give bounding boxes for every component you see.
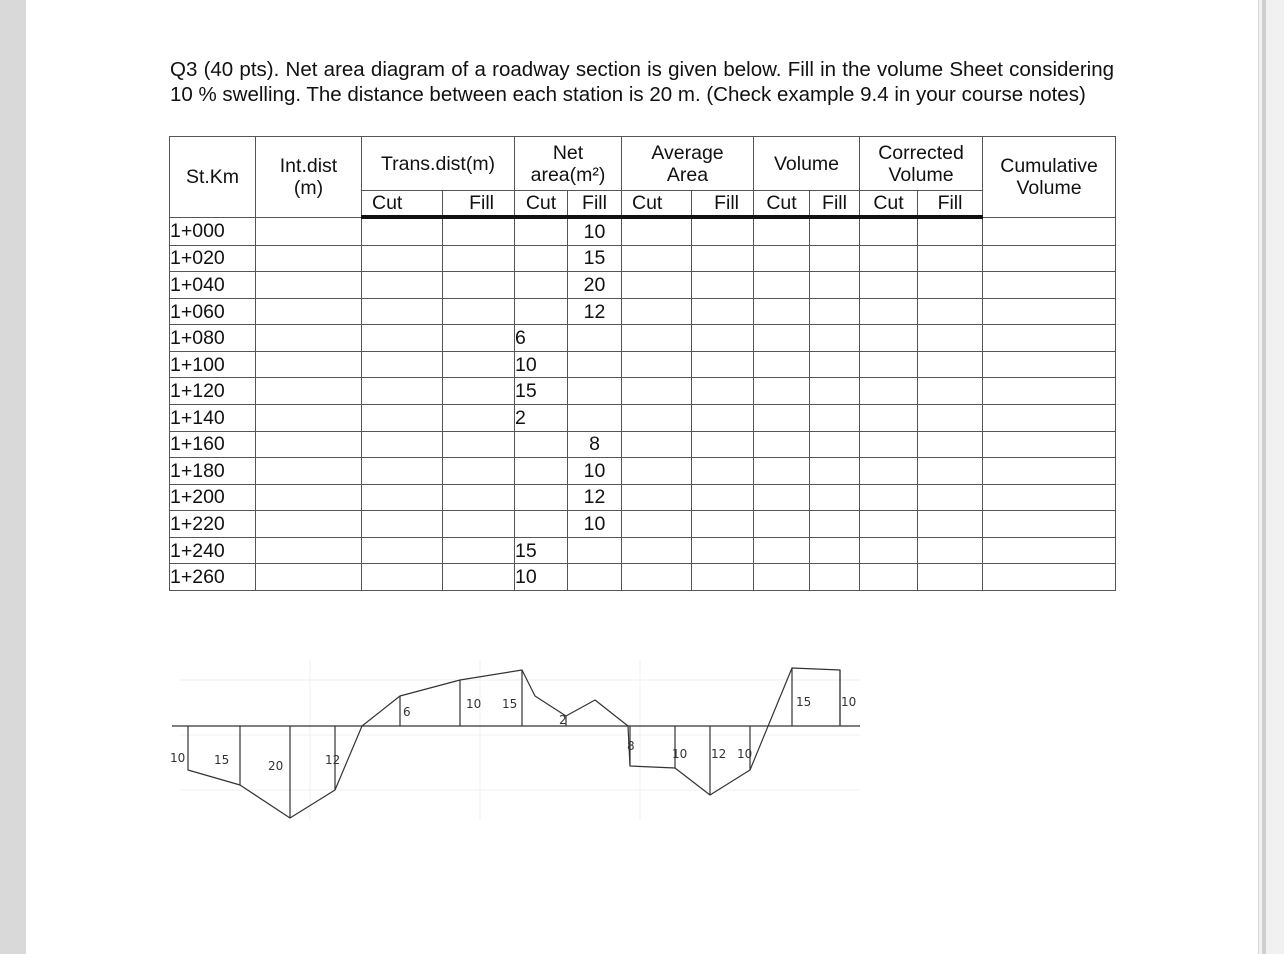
cumulative-cell[interactable] bbox=[983, 537, 1116, 564]
corr-fill-cell[interactable] bbox=[918, 298, 983, 325]
station-cell[interactable]: 1+040 bbox=[170, 272, 256, 299]
station-cell[interactable]: 1+020 bbox=[170, 245, 256, 272]
net-cut-cell[interactable]: 2 bbox=[515, 405, 568, 432]
corr-cut-cell[interactable] bbox=[860, 511, 918, 538]
corr-fill-cell[interactable] bbox=[918, 245, 983, 272]
net-cut-cell[interactable]: 6 bbox=[515, 325, 568, 352]
label-cut-4: 2 bbox=[559, 713, 567, 727]
station-cell[interactable]: 1+240 bbox=[170, 537, 256, 564]
corr-cut-cell[interactable] bbox=[860, 431, 918, 458]
table-row bbox=[170, 245, 1116, 272]
header-cumulative-volume: Cumulative Volume bbox=[983, 137, 1116, 218]
avg-cut-cell[interactable] bbox=[622, 431, 692, 458]
label-cut-2: 10 bbox=[466, 697, 482, 711]
cumulative-cell[interactable] bbox=[983, 272, 1116, 299]
net-fill-cell[interactable]: 15 bbox=[568, 245, 622, 272]
vol-cut-cell[interactable] bbox=[754, 298, 810, 325]
net-cut-cell[interactable]: 15 bbox=[515, 537, 568, 564]
header-trans-dist: Trans.dist(m) bbox=[362, 137, 515, 191]
vol-fill-cell[interactable] bbox=[810, 431, 860, 458]
int-dist-cell[interactable] bbox=[256, 458, 362, 485]
table-body bbox=[170, 217, 1116, 591]
table-row bbox=[170, 325, 1116, 352]
trans-cut-cell[interactable] bbox=[362, 217, 443, 245]
label-cut-5: 15 bbox=[796, 695, 812, 709]
trans-fill-cell[interactable] bbox=[443, 272, 515, 299]
vol-fill-cell[interactable] bbox=[810, 245, 860, 272]
vol-fill-cell[interactable] bbox=[810, 537, 860, 564]
cumulative-cell[interactable] bbox=[983, 431, 1116, 458]
table-row bbox=[170, 537, 1116, 564]
corr-cut-cell[interactable] bbox=[860, 325, 918, 352]
trans-fill-cell[interactable] bbox=[443, 351, 515, 378]
corr-cut-cell[interactable] bbox=[860, 217, 918, 245]
station-cell[interactable]: 1+180 bbox=[170, 458, 256, 485]
net-fill-cell[interactable]: 8 bbox=[568, 431, 622, 458]
vol-cut-cell[interactable] bbox=[754, 537, 810, 564]
avg-cut-cell[interactable] bbox=[622, 245, 692, 272]
corr-cut-cell[interactable] bbox=[860, 272, 918, 299]
trans-fill-cell[interactable] bbox=[443, 458, 515, 485]
station-cell[interactable]: 1+140 bbox=[170, 405, 256, 432]
label-fill-8: 10 bbox=[737, 747, 753, 761]
vol-cut-cell[interactable] bbox=[754, 217, 810, 245]
corr-cut-cell[interactable] bbox=[860, 458, 918, 485]
vol-cut-cell[interactable] bbox=[754, 351, 810, 378]
int-dist-cell[interactable] bbox=[256, 298, 362, 325]
avg-fill-cell[interactable] bbox=[692, 351, 754, 378]
vol-fill-cell[interactable] bbox=[810, 351, 860, 378]
trans-fill-cell[interactable] bbox=[443, 378, 515, 405]
net-cut-cell[interactable] bbox=[515, 272, 568, 299]
volume-sheet-table bbox=[169, 136, 1116, 591]
cumulative-cell[interactable] bbox=[983, 325, 1116, 352]
trans-fill-cell[interactable] bbox=[443, 537, 515, 564]
station-cell[interactable]: 1+060 bbox=[170, 298, 256, 325]
cumulative-cell[interactable] bbox=[983, 217, 1116, 245]
label-fill-3: 20 bbox=[268, 759, 284, 773]
int-dist-cell[interactable] bbox=[256, 431, 362, 458]
trans-cut-cell[interactable] bbox=[362, 431, 443, 458]
trans-cut-cell[interactable] bbox=[362, 405, 443, 432]
cumulative-cell[interactable] bbox=[983, 378, 1116, 405]
int-dist-cell[interactable] bbox=[256, 217, 362, 245]
vol-cut-cell[interactable] bbox=[754, 325, 810, 352]
trans-cut-cell[interactable] bbox=[362, 537, 443, 564]
table-row bbox=[170, 431, 1116, 458]
question-text: Q3 (40 pts). Net area diagram of a roadway section is given below. Fill in the volume Sheet considering 10 % swelling. The distance between each station is 20 m. (Check example 9.4 in your course notes) bbox=[170, 57, 1114, 106]
avg-cut-cell[interactable] bbox=[622, 511, 692, 538]
label-fill-2: 15 bbox=[214, 753, 230, 767]
trans-fill-cell[interactable] bbox=[443, 564, 515, 591]
subheader-corr-fill: Fill bbox=[918, 191, 983, 218]
net-fill-cell[interactable] bbox=[568, 351, 622, 378]
corr-fill-cell[interactable] bbox=[918, 325, 983, 352]
table-row bbox=[170, 458, 1116, 485]
net-fill-cell[interactable] bbox=[568, 325, 622, 352]
corr-fill-cell[interactable] bbox=[918, 431, 983, 458]
station-cell[interactable]: 1+220 bbox=[170, 511, 256, 538]
vol-cut-cell[interactable] bbox=[754, 458, 810, 485]
trans-fill-cell[interactable] bbox=[443, 511, 515, 538]
subheader-avg-fill: Fill bbox=[692, 191, 754, 218]
int-dist-cell[interactable] bbox=[256, 351, 362, 378]
vol-cut-cell[interactable] bbox=[754, 272, 810, 299]
avg-cut-cell[interactable] bbox=[622, 298, 692, 325]
int-dist-cell[interactable] bbox=[256, 564, 362, 591]
trans-fill-cell[interactable] bbox=[443, 217, 515, 245]
corr-cut-cell[interactable] bbox=[860, 405, 918, 432]
avg-cut-cell[interactable] bbox=[622, 217, 692, 245]
avg-fill-cell[interactable] bbox=[692, 245, 754, 272]
table-row bbox=[170, 511, 1116, 538]
net-fill-cell[interactable]: 20 bbox=[568, 272, 622, 299]
label-fill-5: 8 bbox=[627, 739, 635, 753]
subheader-vol-cut: Cut bbox=[754, 191, 810, 218]
trans-cut-cell[interactable] bbox=[362, 245, 443, 272]
net-cut-cell[interactable] bbox=[515, 511, 568, 538]
avg-fill-cell[interactable] bbox=[692, 458, 754, 485]
trans-cut-cell[interactable] bbox=[362, 378, 443, 405]
label-cut-1: 6 bbox=[403, 705, 411, 719]
scrollbar-thumb[interactable] bbox=[1262, 0, 1266, 954]
trans-fill-cell[interactable] bbox=[443, 405, 515, 432]
vol-fill-cell[interactable] bbox=[810, 405, 860, 432]
net-fill-cell[interactable]: 10 bbox=[568, 511, 622, 538]
table-row bbox=[170, 351, 1116, 378]
avg-fill-cell[interactable] bbox=[692, 325, 754, 352]
avg-cut-cell[interactable] bbox=[622, 537, 692, 564]
subheader-trans-cut: Cut bbox=[362, 191, 443, 218]
corr-fill-cell[interactable] bbox=[918, 484, 983, 511]
net-cut-cell[interactable] bbox=[515, 298, 568, 325]
trans-cut-cell[interactable] bbox=[362, 272, 443, 299]
cumulative-cell[interactable] bbox=[983, 351, 1116, 378]
net-area-diagram bbox=[160, 640, 880, 830]
vol-fill-cell[interactable] bbox=[810, 458, 860, 485]
corr-cut-cell[interactable] bbox=[860, 298, 918, 325]
net-fill-cell[interactable] bbox=[568, 537, 622, 564]
int-dist-cell[interactable] bbox=[256, 405, 362, 432]
trans-cut-cell[interactable] bbox=[362, 484, 443, 511]
int-dist-cell[interactable] bbox=[256, 511, 362, 538]
avg-cut-cell[interactable] bbox=[622, 484, 692, 511]
avg-fill-cell[interactable] bbox=[692, 272, 754, 299]
cumulative-cell[interactable] bbox=[983, 458, 1116, 485]
avg-cut-cell[interactable] bbox=[622, 405, 692, 432]
table-row bbox=[170, 298, 1116, 325]
avg-cut-cell[interactable] bbox=[622, 351, 692, 378]
avg-fill-cell[interactable] bbox=[692, 405, 754, 432]
corr-fill-cell[interactable] bbox=[918, 351, 983, 378]
corr-fill-cell[interactable] bbox=[918, 378, 983, 405]
corr-cut-cell[interactable] bbox=[860, 378, 918, 405]
subheader-trans-fill: Fill bbox=[443, 191, 515, 218]
avg-fill-cell[interactable] bbox=[692, 484, 754, 511]
int-dist-cell[interactable] bbox=[256, 325, 362, 352]
station-cell[interactable]: 1+120 bbox=[170, 378, 256, 405]
net-cut-cell[interactable]: 15 bbox=[515, 378, 568, 405]
label-fill-7: 12 bbox=[711, 747, 727, 761]
vol-fill-cell[interactable] bbox=[810, 564, 860, 591]
net-cut-cell[interactable]: 10 bbox=[515, 564, 568, 591]
vol-cut-cell[interactable] bbox=[754, 564, 810, 591]
header-corrected-volume: Corrected Volume bbox=[860, 137, 983, 191]
net-cut-cell[interactable] bbox=[515, 245, 568, 272]
avg-fill-cell[interactable] bbox=[692, 511, 754, 538]
net-cut-cell[interactable] bbox=[515, 217, 568, 245]
subheader-net-cut: Cut bbox=[515, 191, 568, 218]
corr-cut-cell[interactable] bbox=[860, 351, 918, 378]
cumulative-cell[interactable] bbox=[983, 511, 1116, 538]
label-cut-6: 10 bbox=[841, 695, 857, 709]
vol-cut-cell[interactable] bbox=[754, 245, 810, 272]
header-st-km: St.Km bbox=[170, 137, 256, 218]
corr-fill-cell[interactable] bbox=[918, 405, 983, 432]
cumulative-cell[interactable] bbox=[983, 564, 1116, 591]
corr-fill-cell[interactable] bbox=[918, 537, 983, 564]
vol-fill-cell[interactable] bbox=[810, 325, 860, 352]
net-fill-cell[interactable]: 10 bbox=[568, 217, 622, 245]
vol-cut-cell[interactable] bbox=[754, 511, 810, 538]
trans-cut-cell[interactable] bbox=[362, 351, 443, 378]
avg-fill-cell[interactable] bbox=[692, 537, 754, 564]
trans-cut-cell[interactable] bbox=[362, 511, 443, 538]
avg-cut-cell[interactable] bbox=[622, 325, 692, 352]
vol-fill-cell[interactable] bbox=[810, 298, 860, 325]
avg-fill-cell[interactable] bbox=[692, 378, 754, 405]
station-cell[interactable]: 1+000 bbox=[170, 217, 256, 245]
table-row bbox=[170, 484, 1116, 511]
net-fill-cell[interactable] bbox=[568, 405, 622, 432]
vol-cut-cell[interactable] bbox=[754, 378, 810, 405]
trans-fill-cell[interactable] bbox=[443, 298, 515, 325]
corr-fill-cell[interactable] bbox=[918, 458, 983, 485]
net-fill-cell[interactable]: 10 bbox=[568, 458, 622, 485]
table-row bbox=[170, 405, 1116, 432]
avg-fill-cell[interactable] bbox=[692, 431, 754, 458]
corr-fill-cell[interactable] bbox=[918, 564, 983, 591]
subheader-corr-cut: Cut bbox=[860, 191, 918, 218]
trans-cut-cell[interactable] bbox=[362, 564, 443, 591]
station-cell[interactable]: 1+260 bbox=[170, 564, 256, 591]
vol-fill-cell[interactable] bbox=[810, 217, 860, 245]
corr-fill-cell[interactable] bbox=[918, 511, 983, 538]
label-fill-6: 10 bbox=[672, 747, 688, 761]
trans-fill-cell[interactable] bbox=[443, 484, 515, 511]
trans-cut-cell[interactable] bbox=[362, 325, 443, 352]
corr-fill-cell[interactable] bbox=[918, 272, 983, 299]
net-fill-cell[interactable] bbox=[568, 564, 622, 591]
avg-fill-cell[interactable] bbox=[692, 298, 754, 325]
vol-fill-cell[interactable] bbox=[810, 511, 860, 538]
int-dist-cell[interactable] bbox=[256, 245, 362, 272]
avg-cut-cell[interactable] bbox=[622, 458, 692, 485]
cumulative-cell[interactable] bbox=[983, 484, 1116, 511]
net-cut-cell[interactable] bbox=[515, 458, 568, 485]
subheader-avg-cut: Cut bbox=[622, 191, 692, 218]
avg-fill-cell[interactable] bbox=[692, 217, 754, 245]
station-cell[interactable]: 1+100 bbox=[170, 351, 256, 378]
vol-cut-cell[interactable] bbox=[754, 431, 810, 458]
table-row bbox=[170, 564, 1116, 591]
int-dist-cell[interactable] bbox=[256, 484, 362, 511]
int-dist-cell[interactable] bbox=[256, 378, 362, 405]
trans-cut-cell[interactable] bbox=[362, 458, 443, 485]
corr-fill-cell[interactable] bbox=[918, 217, 983, 245]
cumulative-cell[interactable] bbox=[983, 245, 1116, 272]
header-average-area: Average Area bbox=[622, 137, 754, 191]
corr-cut-cell[interactable] bbox=[860, 564, 918, 591]
vol-cut-cell[interactable] bbox=[754, 405, 810, 432]
cumulative-cell[interactable] bbox=[983, 405, 1116, 432]
vol-fill-cell[interactable] bbox=[810, 272, 860, 299]
table-row bbox=[170, 378, 1116, 405]
avg-cut-cell[interactable] bbox=[622, 378, 692, 405]
avg-fill-cell[interactable] bbox=[692, 564, 754, 591]
int-dist-cell[interactable] bbox=[256, 537, 362, 564]
avg-cut-cell[interactable] bbox=[622, 272, 692, 299]
net-cut-cell[interactable]: 10 bbox=[515, 351, 568, 378]
corr-cut-cell[interactable] bbox=[860, 537, 918, 564]
trans-fill-cell[interactable] bbox=[443, 325, 515, 352]
int-dist-cell[interactable] bbox=[256, 272, 362, 299]
header-int-dist: Int.dist (m) bbox=[256, 137, 362, 218]
station-cell[interactable]: 1+200 bbox=[170, 484, 256, 511]
table-row bbox=[170, 272, 1116, 299]
subheader-vol-fill: Fill bbox=[810, 191, 860, 218]
net-cut-cell[interactable] bbox=[515, 431, 568, 458]
cumulative-cell[interactable] bbox=[983, 298, 1116, 325]
label-fill-1: 10 bbox=[170, 751, 186, 765]
label-cut-3: 15 bbox=[502, 697, 518, 711]
vol-fill-cell[interactable] bbox=[810, 484, 860, 511]
label-fill-4: 12 bbox=[325, 753, 341, 767]
trans-fill-cell[interactable] bbox=[443, 245, 515, 272]
net-fill-cell[interactable] bbox=[568, 378, 622, 405]
net-fill-cell[interactable]: 12 bbox=[568, 484, 622, 511]
net-cut-cell[interactable] bbox=[515, 484, 568, 511]
corr-cut-cell[interactable] bbox=[860, 484, 918, 511]
net-fill-cell[interactable]: 12 bbox=[568, 298, 622, 325]
header-volume: Volume bbox=[754, 137, 860, 191]
vol-fill-cell[interactable] bbox=[810, 378, 860, 405]
avg-cut-cell[interactable] bbox=[622, 564, 692, 591]
vol-cut-cell[interactable] bbox=[754, 484, 810, 511]
subheader-net-fill: Fill bbox=[568, 191, 622, 218]
trans-cut-cell[interactable] bbox=[362, 298, 443, 325]
corr-cut-cell[interactable] bbox=[860, 245, 918, 272]
table-row bbox=[170, 217, 1116, 245]
header-net-area: Net area(m²) bbox=[515, 137, 622, 191]
station-cell[interactable]: 1+080 bbox=[170, 325, 256, 352]
trans-fill-cell[interactable] bbox=[443, 431, 515, 458]
station-cell[interactable]: 1+160 bbox=[170, 431, 256, 458]
mass-curve bbox=[188, 668, 840, 818]
